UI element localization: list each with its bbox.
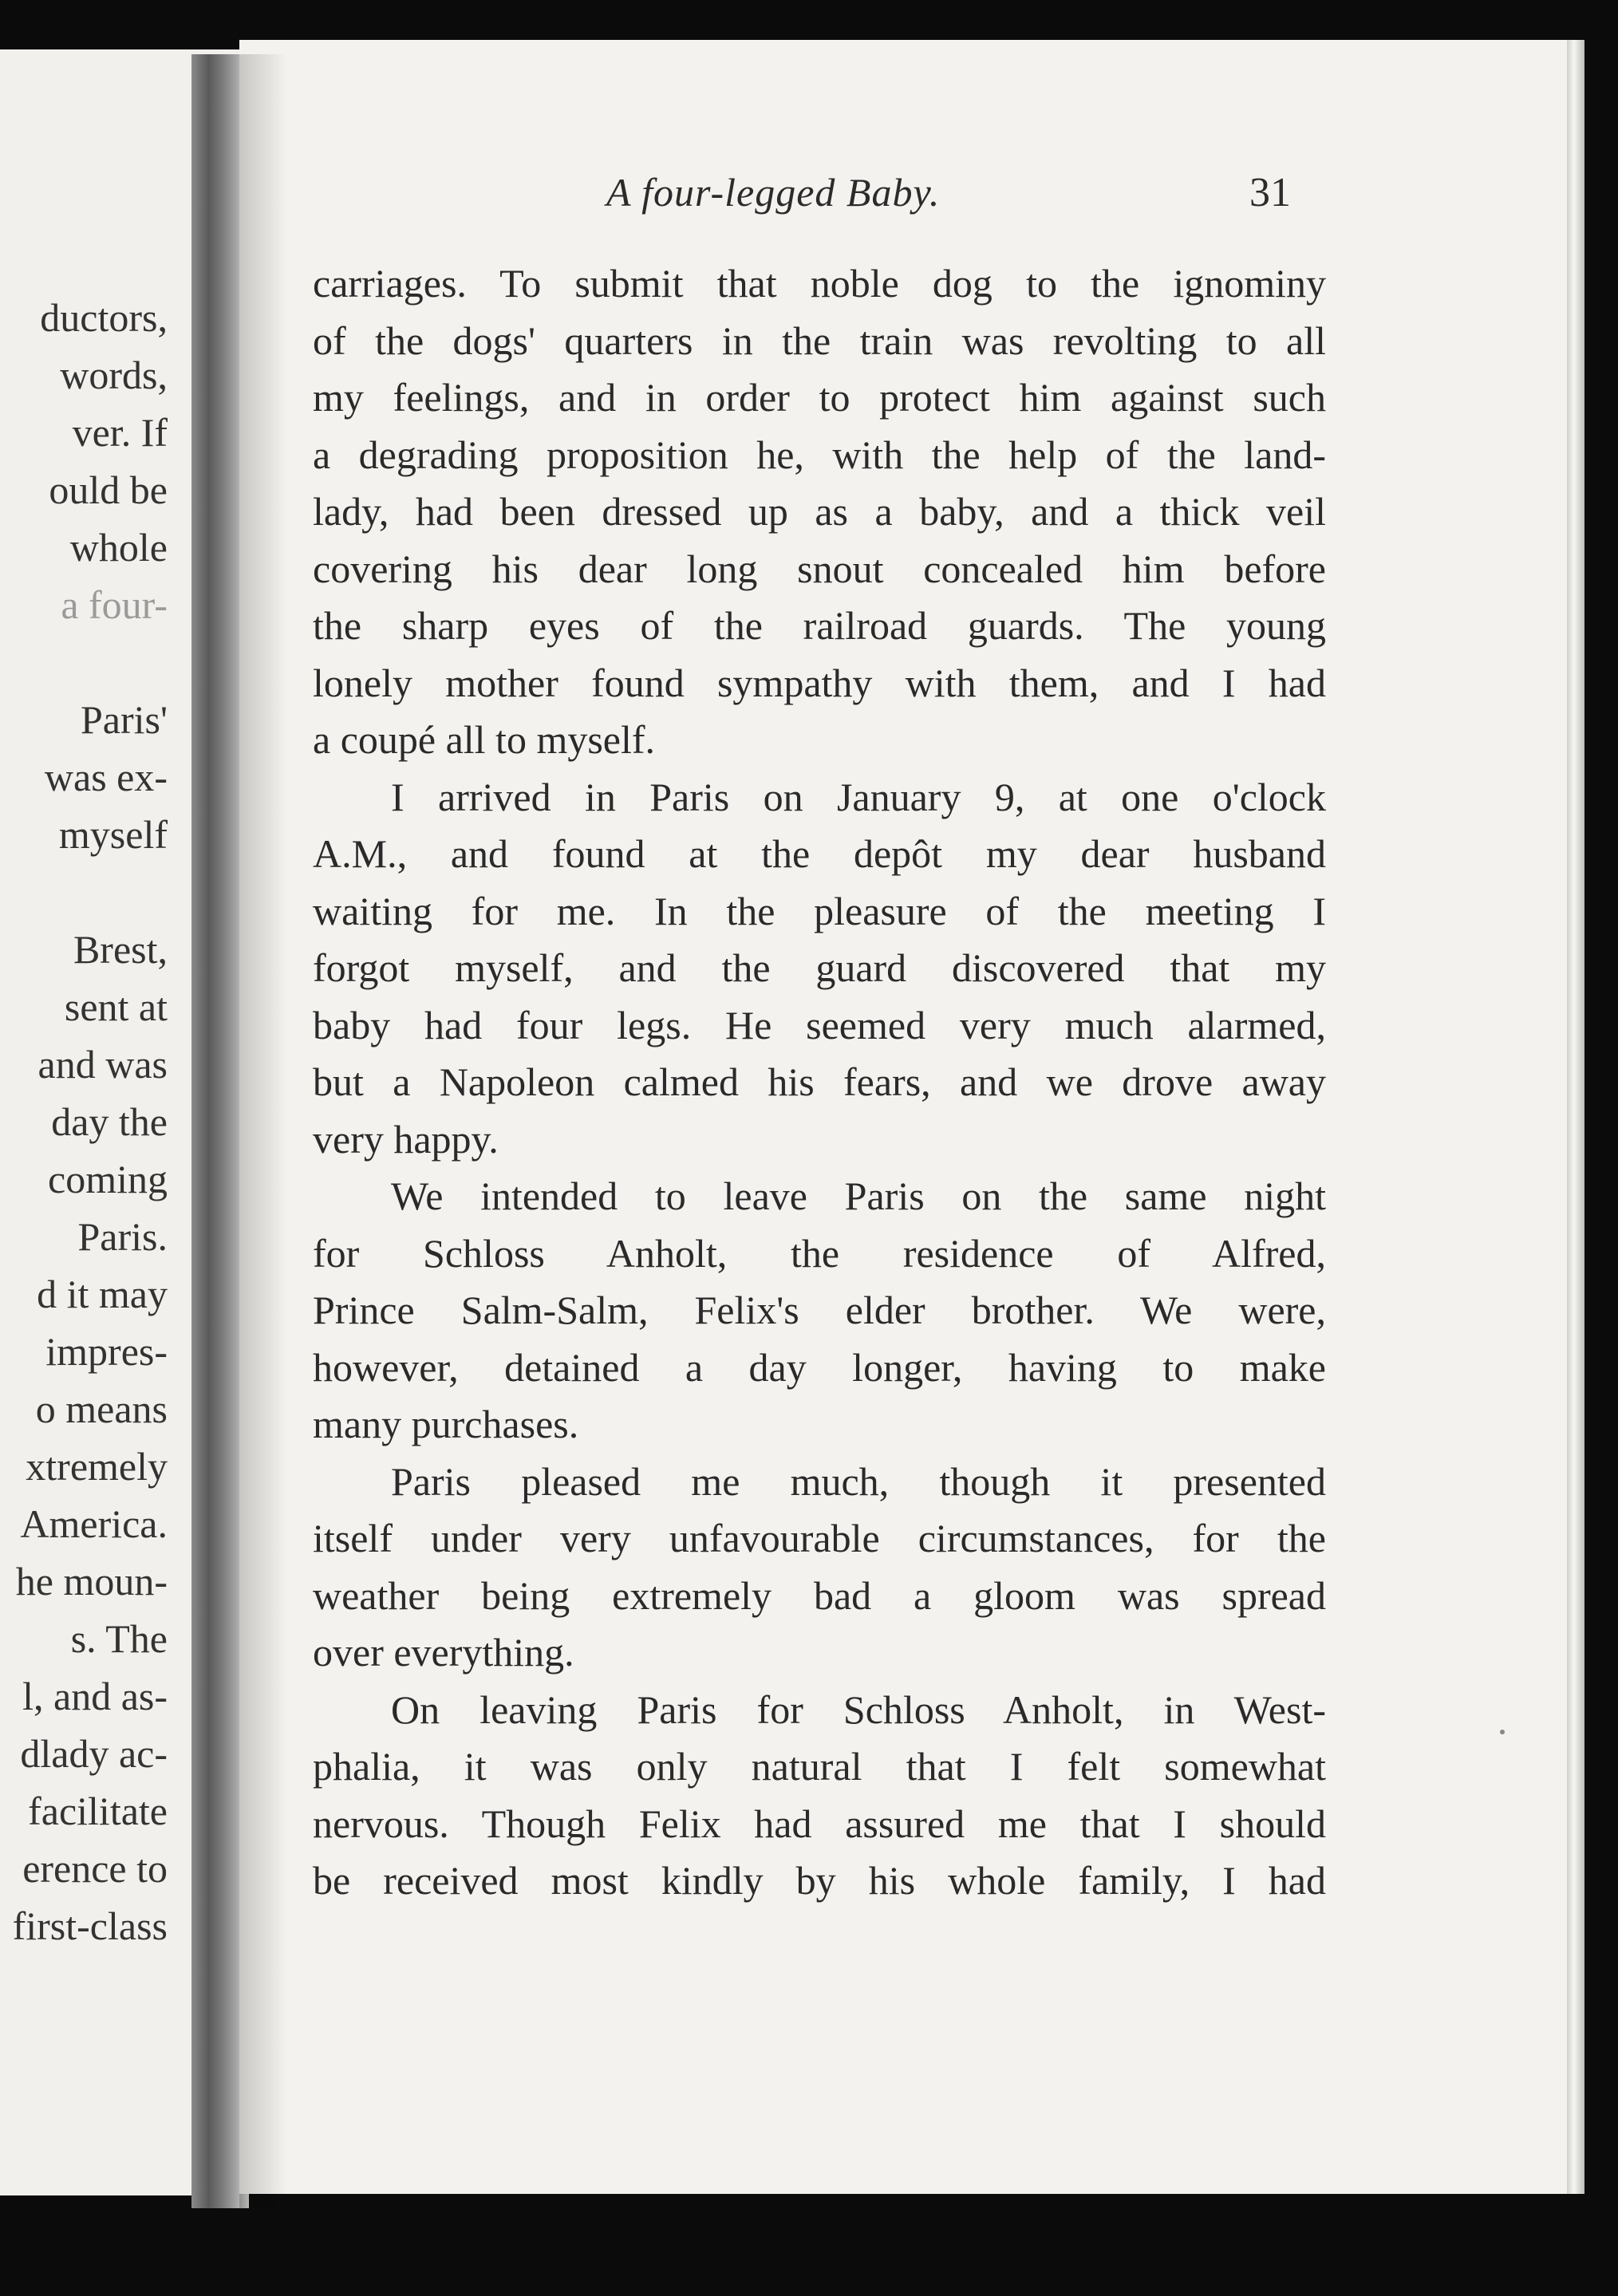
text-line: my feelings, and in order to protect him against such [313, 375, 1326, 420]
previous-page-line: l, and as- [22, 1674, 168, 1718]
paragraph-start-line: Paris pleased me much, though it presented [391, 1458, 1326, 1504]
running-head: A four-legged Baby. [606, 170, 941, 215]
previous-page-line: dlady ac- [20, 1731, 168, 1776]
previous-page-line: America. [20, 1501, 168, 1546]
text-line: itself under very unfavourable circumstances, for the [313, 1516, 1326, 1560]
text-line: for Schloss Anholt, the residence of Alfred, [313, 1230, 1326, 1276]
text-line: a degrading proposition he, with the help of the land- [313, 432, 1326, 477]
text-line: A.M., and found at the depôt my dear husband [313, 831, 1326, 876]
previous-page-line: whole [69, 525, 168, 570]
previous-page-line: ver. If [72, 410, 168, 455]
gutter-shadow [239, 54, 287, 2208]
page-number: 31 [1249, 170, 1291, 215]
previous-page-line: was ex- [44, 755, 168, 799]
previous-page-line: o means [35, 1387, 168, 1431]
scan-speck [1500, 1730, 1505, 1734]
text-line: of the dogs' quarters in the train was revolting to all [313, 318, 1326, 363]
page-body-text [313, 255, 1326, 1910]
previous-page-line: sent at [64, 984, 168, 1029]
previous-page-line: he moun- [15, 1559, 168, 1604]
text-line: carriages. To submit that noble dog to the ignominy [313, 261, 1326, 306]
previous-page-line: d it may [37, 1272, 168, 1316]
previous-page-line: Paris. [77, 1214, 168, 1259]
previous-page-line: erence to [22, 1846, 168, 1891]
text-line: baby had four legs. He seemed very much alarmed, [313, 1002, 1326, 1047]
paragraph-start-line: We intended to leave Paris on the same night [391, 1174, 1326, 1218]
previous-page-line: words, [60, 353, 168, 397]
previous-page-line [0, 633, 168, 691]
previous-page-line: xtremely [26, 1444, 168, 1489]
text-line: forgot myself, and the guard discovered that my [313, 945, 1326, 990]
text-line: many purchases. [313, 1402, 579, 1446]
text-line: phalia, it was only natural that I felt somewhat [313, 1744, 1326, 1789]
previous-page-line: myself [58, 812, 168, 857]
previous-page-text [0, 289, 168, 1955]
previous-page-line: coming [48, 1157, 168, 1201]
previous-page-line: Brest, [73, 927, 168, 972]
previous-page-line: impres- [45, 1329, 168, 1374]
previous-page-line: and was [37, 1042, 168, 1087]
previous-page-line: day the [51, 1099, 168, 1144]
text-line: the sharp eyes of the railroad guards. The young [313, 603, 1326, 648]
text-line: lady, had been dressed up as a baby, and a thick veil [313, 489, 1326, 534]
text-line: lonely mother found sympathy with them, and I had [313, 660, 1326, 705]
text-line: but a Napoleon calmed his fears, and we drove away [313, 1059, 1326, 1104]
text-line: however, detained a day longer, having to make [313, 1344, 1326, 1390]
previous-page-line: s. The [70, 1616, 168, 1661]
text-line: be received most kindly by his whole family, I had [313, 1858, 1326, 1903]
text-line: waiting for me. In the pleasure of the meeting I [313, 888, 1326, 933]
text-line: over everything. [313, 1630, 574, 1675]
previous-page-line [0, 863, 168, 921]
previous-page-line: Paris' [80, 697, 168, 742]
text-line: a coupé all to myself. [313, 717, 656, 762]
previous-page-line: facilitate [28, 1789, 168, 1833]
text-line: very happy. [313, 1116, 499, 1162]
previous-page-line: ould be [49, 467, 168, 512]
previous-page-line: first-class [12, 1903, 168, 1948]
text-line: covering his dear long snout concealed him before [313, 546, 1326, 591]
previous-page-line: a four- [61, 582, 168, 627]
text-line: nervous. Though Felix had assured me that I should [313, 1801, 1326, 1846]
page-edge [1567, 40, 1584, 2194]
paragraph-start-line: On leaving Paris for Schloss Anholt, in West- [391, 1686, 1326, 1732]
paragraph-start-line: I arrived in Paris on January 9, at one o'clock [391, 774, 1326, 819]
text-line: weather being extremely bad a gloom was spread [313, 1572, 1326, 1618]
previous-page-line: ductors, [40, 295, 168, 340]
text-line: Prince Salm-Salm, Felix's elder brother. We were, [313, 1288, 1326, 1332]
